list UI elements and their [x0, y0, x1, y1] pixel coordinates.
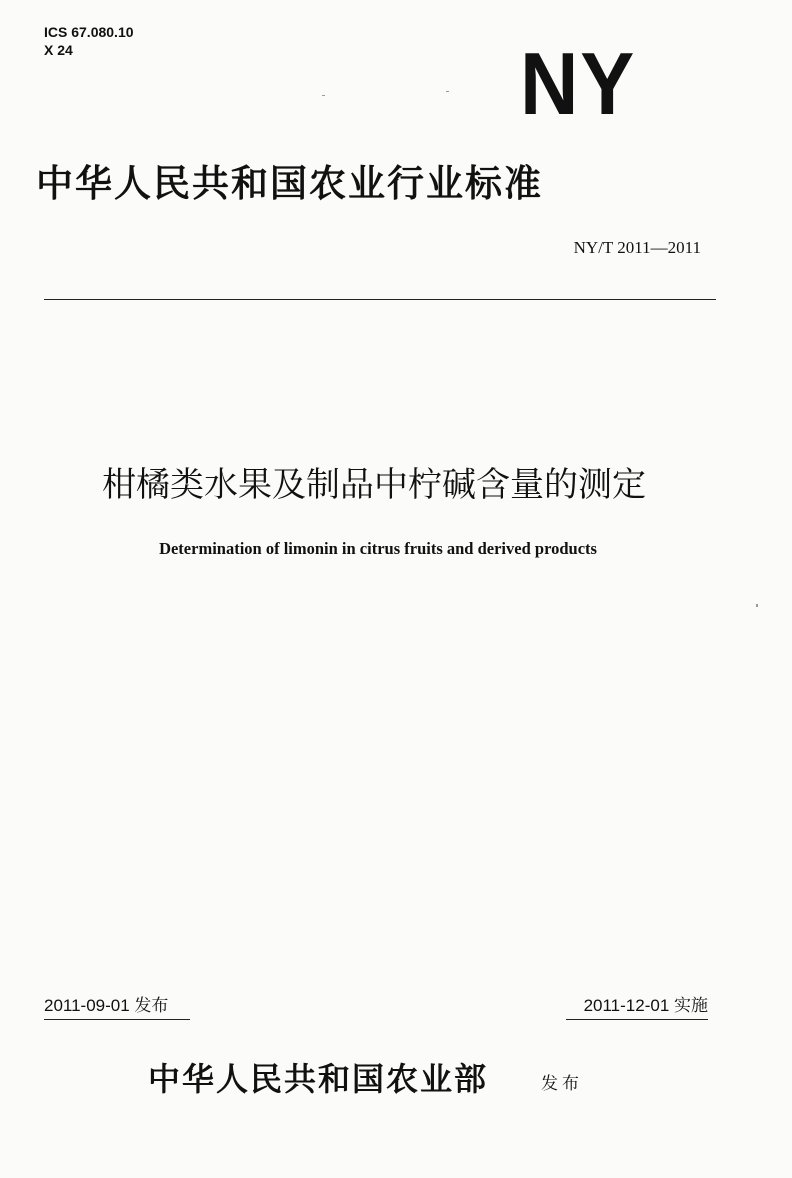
classification-code: X 24 — [44, 42, 73, 58]
implementation-date: 2011-12-01 实施 — [583, 996, 708, 1015]
issue-date: 2011-09-01 发布 — [44, 996, 169, 1015]
document-title-en — [0, 538, 792, 560]
issuing-authority-suffix: 发布 — [541, 1074, 583, 1094]
document-title-cn — [0, 458, 792, 512]
scan-speck — [322, 95, 325, 96]
issuing-authority: 中华人民共和国农业部 — [148, 1060, 489, 1098]
ics-code: ICS 67.080.10 — [44, 24, 134, 40]
scan-speck — [446, 91, 449, 92]
standard-type-heading: 中华人民共和国农业行业标准 — [36, 162, 543, 205]
scan-speck — [756, 604, 758, 607]
standard-code: NY/T 2011—2011 — [573, 238, 701, 257]
document-title-en-text: Determination of limonin in citrus fruits and derived products — [159, 539, 597, 558]
implementation-date-underline — [566, 1019, 708, 1020]
header-divider — [44, 299, 716, 300]
document-title-cn-text: 柑橘类水果及制品中柠碱含量的测定 — [102, 465, 646, 505]
ny-logo: NY — [520, 34, 637, 133]
issue-date-underline — [44, 1019, 190, 1020]
